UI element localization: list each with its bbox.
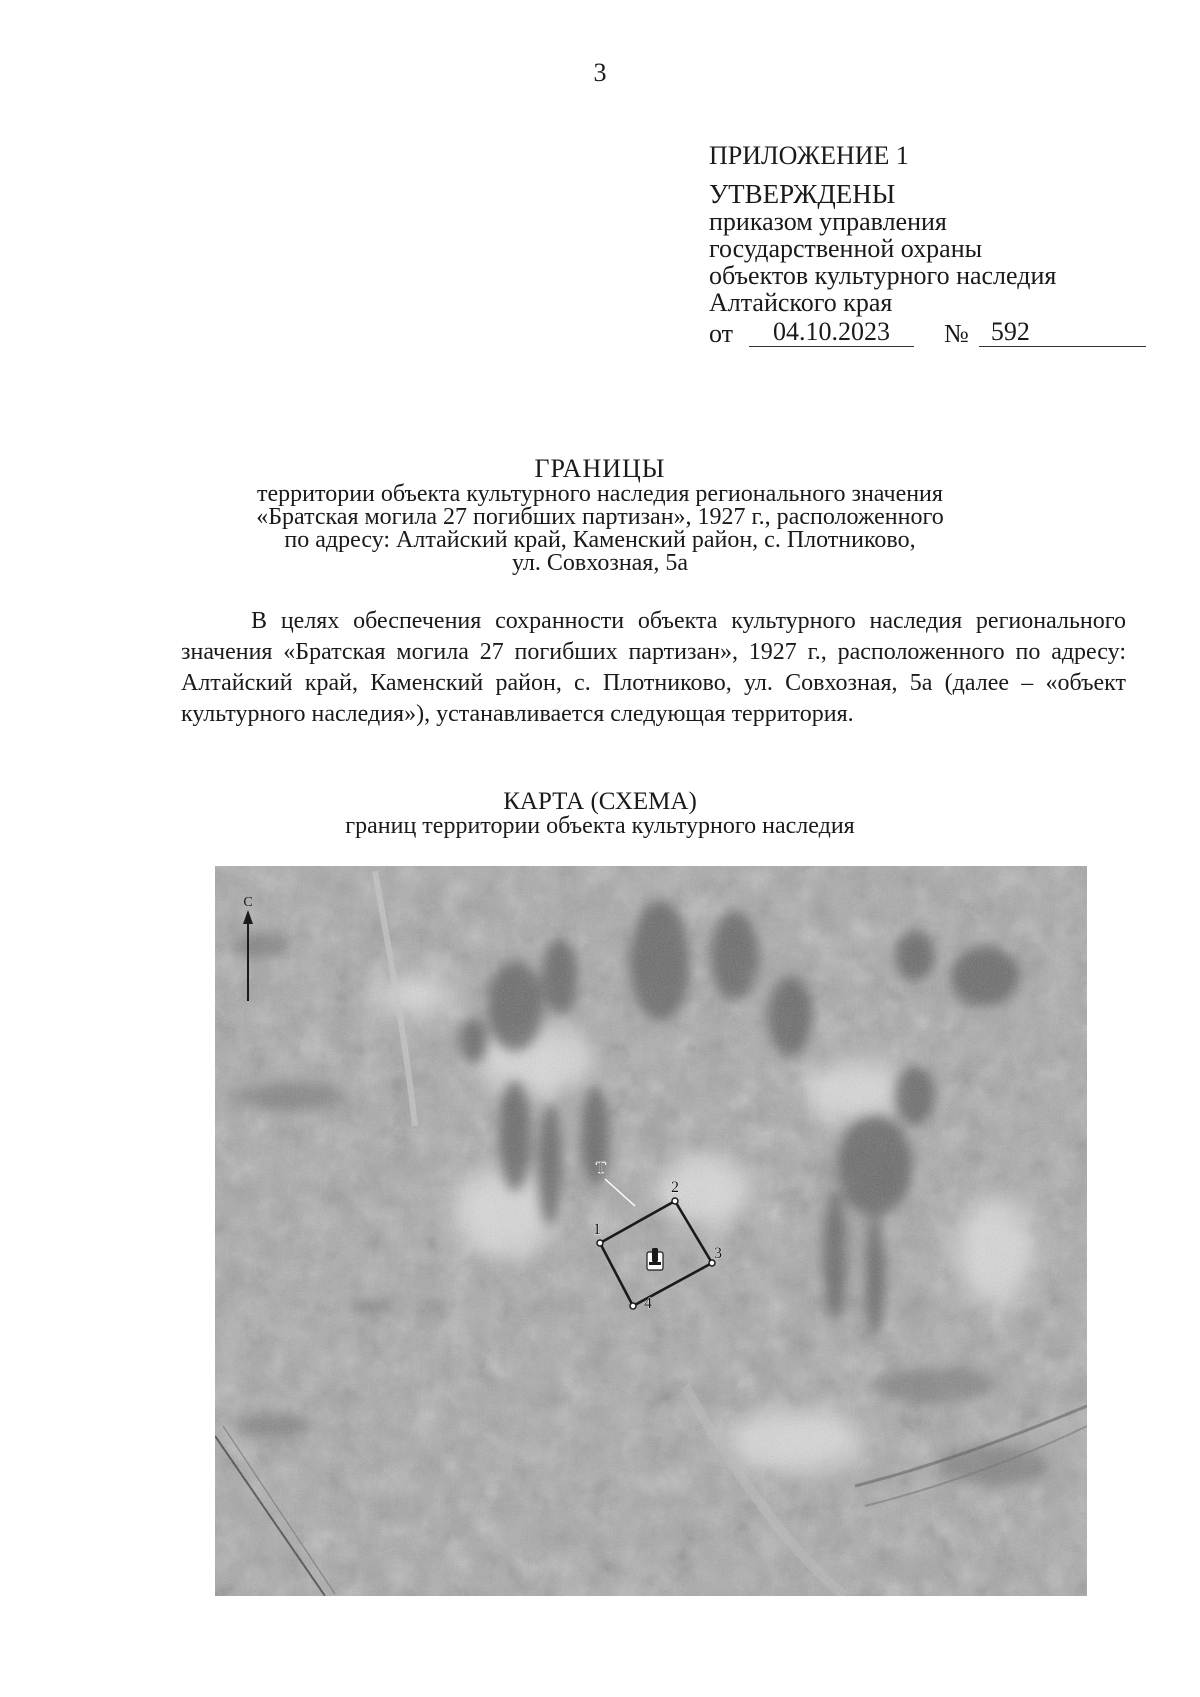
boundary-point-marker: [597, 1240, 603, 1246]
boundary-point-marker: [672, 1198, 678, 1204]
order-date: 04.10.2023: [749, 318, 914, 347]
main-title: ГРАНИЦЫ: [534, 454, 666, 483]
approval-line: Алтайского края: [709, 288, 893, 317]
point-label-3: 3: [714, 1245, 722, 1262]
approved-label: УТВЕРЖДЕНЫ: [709, 179, 896, 209]
aerial-map: [215, 866, 1087, 1596]
map-title: КАРТА (СХЕМА): [503, 788, 697, 815]
page-number: 3: [593, 58, 607, 87]
approval-line: объектов культурного наследия: [709, 261, 1057, 290]
map-subtitle: границ территории объекта культурного наследия: [345, 813, 855, 839]
approval-line: государственной охраны: [709, 234, 983, 263]
title-line: территории объекта культурного наследия регионального значения: [257, 481, 943, 507]
boundary-point-marker: [630, 1303, 636, 1309]
approval-line: приказом управления: [709, 207, 947, 236]
point-label-2: 2: [671, 1179, 679, 1196]
body-paragraph: В целях обеспечения сохранности объекта культурного наследия регионального значения «Братская могила 27 погибших партизан», 1927 г., расположенного по адресу: Алтайский край, Каменский район, с. Плотниково, ул. Совхозная, 5а (далее – «объект культурного наследия»), устанавливается следующая территория.: [181, 608, 1126, 727]
point-label-1: 1: [593, 1221, 601, 1238]
point-label-4: 4: [644, 1295, 652, 1312]
appendix-label: ПРИЛОЖЕНИЕ 1: [709, 141, 909, 170]
order-details: [709, 318, 1149, 347]
document-title: [0, 455, 1200, 575]
map-heading: [0, 790, 1200, 838]
title-line: ул. Совхозная, 5а: [511, 550, 688, 576]
number-label: №: [944, 319, 969, 348]
title-line: «Братская могила 27 погибших партизан», 1927 г., расположенного: [256, 504, 944, 530]
aerial-map-image: [215, 866, 1087, 1596]
order-number: 592: [979, 318, 1146, 347]
marker-label: Т: [595, 1158, 607, 1177]
date-label: от: [709, 319, 734, 348]
approval-block: [709, 142, 1149, 347]
title-line: по адресу: Алтайский край, Каменский район, с. Плотниково,: [284, 527, 916, 553]
north-label: С: [243, 895, 253, 910]
